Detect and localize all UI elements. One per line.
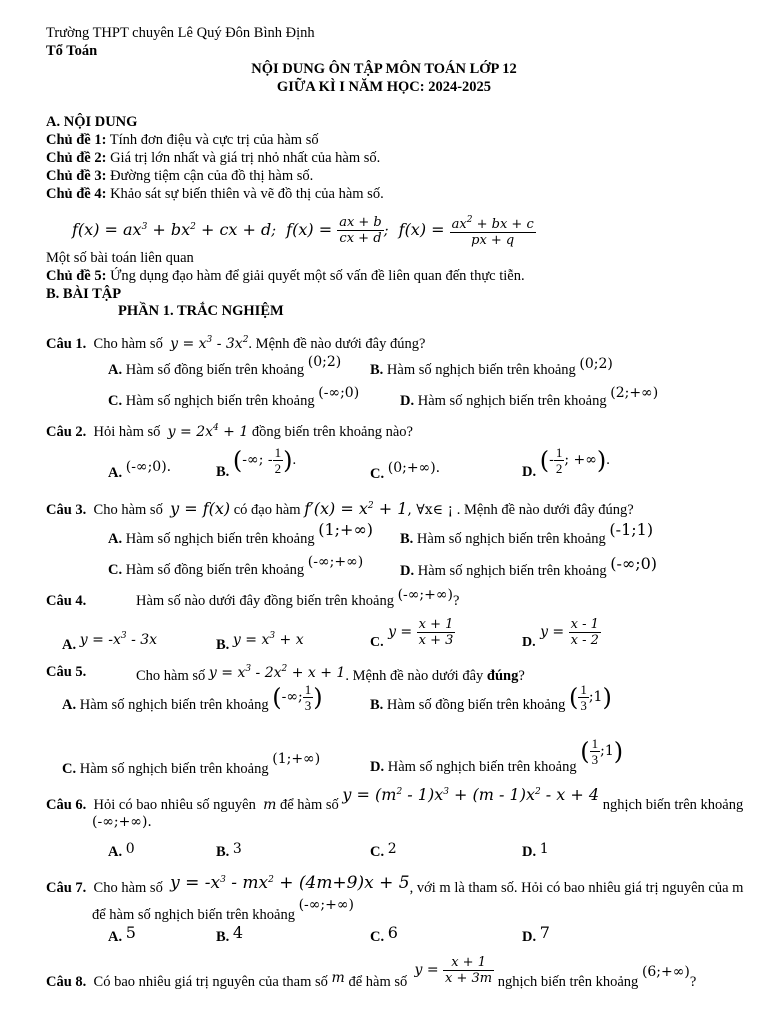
question-8: Câu 8. Có bao nhiêu giá trị nguyên của tham số m để hàm số y = $\frac{x + 1}{x + 3m}$ nghịch biến trên khoảng (6;+∞)?	[46, 954, 697, 990]
q1-option-c[interactable]: C. Hàm số nghịch biến trên khoảng (-∞;0)	[108, 385, 360, 409]
question-4: Câu 4. Hàm số nào dưới đây đồng biến trên khoảng (-∞;+∞)?	[46, 587, 460, 609]
page-subtitle: GIỮA KÌ I NĂM HỌC: 2024-2025	[276, 79, 492, 95]
topic-2: Chủ đề 2: Giá trị lớn nhất và giá trị nhỏ nhất của hàm số.	[46, 150, 381, 166]
q3-option-d[interactable]: D. Hàm số nghịch biến trên khoảng (-∞;0)	[400, 554, 658, 579]
q1-option-b[interactable]: B. Hàm số nghịch biến trên khoảng (0;2)	[370, 356, 613, 378]
q3-option-b[interactable]: B. Hàm số nghịch biến trên khoảng (-1;1)	[400, 520, 654, 547]
question-5: Câu 5. Cho hàm số $y = x^3 - 2x^2 + x + 1$. Mệnh đề nào dưới đây đúng?	[46, 664, 525, 684]
q2-option-c[interactable]: C. (0;+∞).	[370, 460, 441, 482]
formula-line: $f(x) = ax^3 + bx^2$ + cx + d; f(x) = $\frac{ax + b}{cx + d}$ ; f(x) = $\frac{ax^2 + bx + c}{px + q}$	[72, 215, 534, 248]
q2-option-d[interactable]: D. (- $\frac{1}{2}$ ; +∞).	[522, 445, 610, 480]
department: Tổ Toán	[46, 43, 98, 59]
topic-4: Chủ đề 4: Khảo sát sự biến thiên và vẽ đồ thị của hàm số.	[46, 186, 384, 202]
q4-option-a[interactable]: A. $y = -x^3 - 3x$	[62, 631, 158, 653]
question-3: Câu 3. Cho hàm số y = f(x) có đạo hàm $f'(x) = x^2 + 1$, ∀x∈ ¡ . Mệnh đề nào dưới đây đúng?	[46, 499, 634, 518]
q5-option-b[interactable]: B. Hàm số đồng biến trên khoảng ( $\frac{1}{3}$ ;1)	[370, 682, 612, 714]
q7-option-a[interactable]: A. 5	[108, 923, 136, 945]
q3-option-c[interactable]: C. Hàm số đồng biến trên khoảng (-∞;+∞)	[108, 554, 364, 578]
q2-option-a[interactable]: A. (-∞;0).	[108, 459, 172, 481]
related-note: Một số bài toán liên quan	[46, 250, 194, 266]
q7-option-b[interactable]: B. 4	[216, 923, 244, 945]
q7-option-d[interactable]: D. 7	[522, 923, 550, 945]
q6-option-b[interactable]: B. 3	[216, 841, 242, 860]
q1-option-a[interactable]: A. Hàm số đồng biến trên khoảng (0;2)	[108, 354, 342, 378]
q1-option-d[interactable]: D. Hàm số nghịch biến trên khoảng (2;+∞)	[400, 385, 659, 409]
q4-option-b[interactable]: B. $y = x^3 + x$	[216, 631, 304, 653]
topic-3: Chủ đề 3: Đường tiệm cận của đồ thị hàm số.	[46, 168, 314, 184]
question-6: Câu 6. Hỏi có bao nhiêu số nguyên m để hàm số $y = (m^2 - 1)x^3 + (m - 1)x^2 - x + 4$ nghịch biến trên khoảng	[46, 785, 744, 813]
school-name: Trường THPT chuyên Lê Quý Đôn Bình Định	[46, 25, 315, 41]
q5-option-a[interactable]: A. Hàm số nghịch biến trên khoảng (-∞; $\frac{1}{3}$ )	[62, 682, 323, 714]
q2-option-b[interactable]: B. (-∞; - $\frac{1}{2}$ ).	[216, 445, 297, 480]
q6-interval: (-∞;+∞).	[92, 814, 152, 830]
q5-option-d[interactable]: D. Hàm số nghịch biến trên khoảng ( $\frac{1}{3}$ ;1)	[370, 736, 624, 775]
q4-option-d[interactable]: D. y = $\frac{x - 1}{x - 2}$	[522, 616, 599, 650]
topic-5: Chủ đề 5: Ứng dụng đạo hàm để giải quyết một số vấn đề liên quan đến thực tiễn.	[46, 268, 525, 284]
question-7: Câu 7. Cho hàm số $y = -x^3 - mx^2 + (4m+9)x + 5$, với m là tham số. Hỏi có bao nhiêu giá trị nguyên của m	[46, 873, 744, 896]
question-1: Câu 1. Cho hàm số $y = x^3 - 3x^2$. Mệnh đề nào dưới đây đúng?	[46, 335, 426, 352]
q4-option-c[interactable]: C. y = $\frac{x + 1}{x + 3}$	[370, 616, 454, 650]
q7-line2: để hàm số nghịch biến trên khoảng (-∞;+∞)	[92, 897, 355, 923]
question-2: Câu 2. Hỏi hàm số $y = 2x^4 + 1$ đồng biến trên khoảng nào?	[46, 423, 413, 440]
q7-option-c[interactable]: C. 6	[370, 923, 398, 945]
section-a-heading: A. NỘI DUNG	[46, 114, 138, 130]
q6-option-d[interactable]: D. 1	[522, 841, 549, 860]
page-title: NỘI DUNG ÔN TẬP MÔN TOÁN LỚP 12	[251, 61, 517, 77]
section-b-heading: B. BÀI TẬP	[46, 286, 122, 302]
q6-option-c[interactable]: C. 2	[370, 841, 397, 860]
q6-option-a[interactable]: A. 0	[108, 841, 135, 860]
q5-option-c[interactable]: C. Hàm số nghịch biến trên khoảng (1;+∞)	[62, 751, 321, 777]
topic-1: Chủ đề 1: Tính đơn điệu và cực trị của hàm số	[46, 132, 319, 148]
q3-option-a[interactable]: A. Hàm số nghịch biến trên khoảng (1;+∞)	[108, 520, 374, 547]
part-1-heading: PHẦN 1. TRẮC NGHIỆM	[118, 303, 284, 319]
